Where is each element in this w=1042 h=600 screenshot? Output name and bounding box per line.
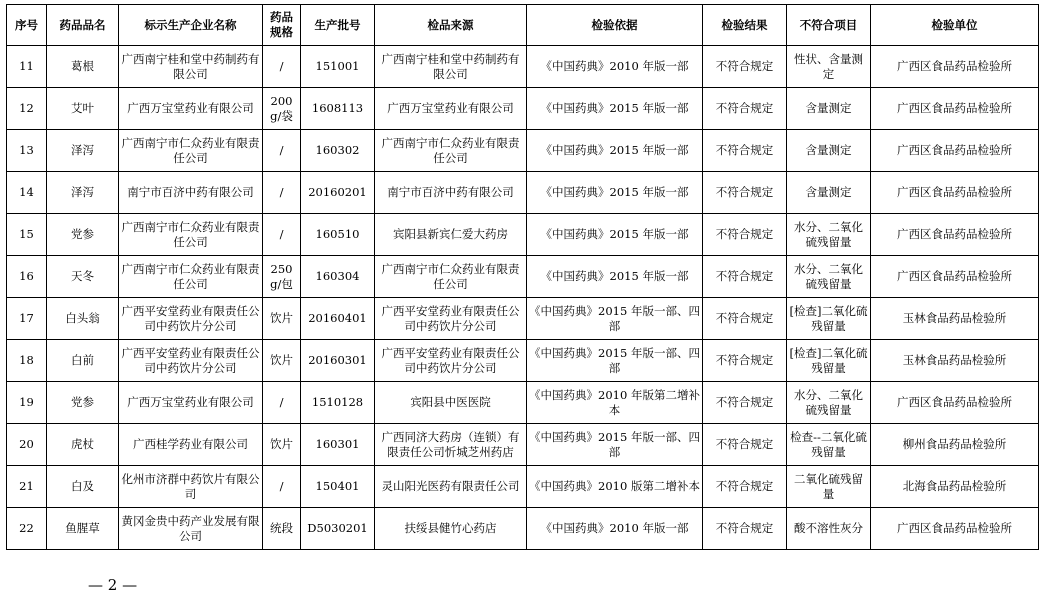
cell-spec: / <box>263 382 301 424</box>
cell-spec: / <box>263 130 301 172</box>
cell-manufacturer: 广西南宁桂和堂中药制药有限公司 <box>119 46 263 88</box>
cell-sample-source: 灵山阳光医药有限责任公司 <box>375 466 527 508</box>
cell-basis: 《中国药典》2015 年版一部 <box>527 130 703 172</box>
cell-batch: 1608113 <box>301 88 375 130</box>
cell-seq: 14 <box>7 172 47 214</box>
cell-nonconforming: [检查]二氧化硫残留量 <box>787 340 871 382</box>
cell-lab: 广西区食品药品检验所 <box>871 382 1039 424</box>
cell-seq: 12 <box>7 88 47 130</box>
cell-lab: 广西区食品药品检验所 <box>871 214 1039 256</box>
inspection-results-table <box>6 4 1039 550</box>
cell-sample-source: 广西同济大药房（连锁）有限责任公司忻城芝州药店 <box>375 424 527 466</box>
cell-result: 不符合规定 <box>703 508 787 550</box>
cell-result: 不符合规定 <box>703 340 787 382</box>
cell-drug-name: 鱼腥草 <box>47 508 119 550</box>
cell-manufacturer: 南宁市百济中药有限公司 <box>119 172 263 214</box>
cell-lab: 北海食品药品检验所 <box>871 466 1039 508</box>
cell-basis: 《中国药典》2015 年版一部 <box>527 256 703 298</box>
header-spec: 药品规格 <box>263 5 301 46</box>
cell-batch: 20160401 <box>301 298 375 340</box>
table-row <box>7 340 1039 382</box>
cell-lab: 广西区食品药品检验所 <box>871 256 1039 298</box>
cell-sample-source: 广西万宝堂药业有限公司 <box>375 88 527 130</box>
cell-basis: 《中国药典》2015 年版一部、四部 <box>527 298 703 340</box>
cell-drug-name: 虎杖 <box>47 424 119 466</box>
cell-result: 不符合规定 <box>703 130 787 172</box>
table-row <box>7 382 1039 424</box>
table-row <box>7 256 1039 298</box>
cell-nonconforming: 二氧化硫残留量 <box>787 466 871 508</box>
cell-result: 不符合规定 <box>703 46 787 88</box>
cell-sample-source: 宾阳县中医医院 <box>375 382 527 424</box>
cell-seq: 20 <box>7 424 47 466</box>
header-basis: 检验依据 <box>527 5 703 46</box>
cell-manufacturer: 广西南宁市仁众药业有限责任公司 <box>119 214 263 256</box>
cell-basis: 《中国药典》2010 年版一部 <box>527 508 703 550</box>
cell-seq: 19 <box>7 382 47 424</box>
header-lab: 检验单位 <box>871 5 1039 46</box>
cell-spec: 250g/包 <box>263 256 301 298</box>
table-row <box>7 130 1039 172</box>
table-body <box>7 46 1039 550</box>
cell-spec: / <box>263 172 301 214</box>
cell-manufacturer: 广西平安堂药业有限责任公司中药饮片分公司 <box>119 340 263 382</box>
cell-seq: 13 <box>7 130 47 172</box>
table-row <box>7 466 1039 508</box>
header-drug-name: 药品品名 <box>47 5 119 46</box>
cell-batch: 150401 <box>301 466 375 508</box>
cell-drug-name: 天冬 <box>47 256 119 298</box>
cell-drug-name: 泽泻 <box>47 130 119 172</box>
cell-lab: 柳州食品药品检验所 <box>871 424 1039 466</box>
table-row <box>7 214 1039 256</box>
cell-drug-name: 党参 <box>47 214 119 256</box>
cell-nonconforming: 酸不溶性灰分 <box>787 508 871 550</box>
header-seq: 序号 <box>7 5 47 46</box>
cell-nonconforming: 含量测定 <box>787 88 871 130</box>
cell-nonconforming: 含量测定 <box>787 172 871 214</box>
cell-seq: 17 <box>7 298 47 340</box>
cell-batch: D5030201 <box>301 508 375 550</box>
cell-sample-source: 广西平安堂药业有限责任公司中药饮片分公司 <box>375 340 527 382</box>
header-nonconforming: 不符合项目 <box>787 5 871 46</box>
cell-result: 不符合规定 <box>703 298 787 340</box>
cell-drug-name: 白前 <box>47 340 119 382</box>
cell-batch: 160304 <box>301 256 375 298</box>
cell-spec: 饮片 <box>263 298 301 340</box>
cell-lab: 广西区食品药品检验所 <box>871 88 1039 130</box>
cell-seq: 16 <box>7 256 47 298</box>
cell-lab: 广西区食品药品检验所 <box>871 508 1039 550</box>
cell-basis: 《中国药典》2010 年版第二增补本 <box>527 382 703 424</box>
cell-manufacturer: 广西南宁市仁众药业有限责任公司 <box>119 130 263 172</box>
cell-nonconforming: 含量测定 <box>787 130 871 172</box>
cell-sample-source: 广西南宁市仁众药业有限责任公司 <box>375 256 527 298</box>
cell-spec: 饮片 <box>263 340 301 382</box>
cell-result: 不符合规定 <box>703 382 787 424</box>
cell-sample-source: 扶绥县健竹心药店 <box>375 508 527 550</box>
header-sample-source: 检品来源 <box>375 5 527 46</box>
cell-spec: 统段 <box>263 508 301 550</box>
cell-manufacturer: 广西万宝堂药业有限公司 <box>119 382 263 424</box>
cell-result: 不符合规定 <box>703 466 787 508</box>
cell-basis: 《中国药典》2010 版第二增补本 <box>527 466 703 508</box>
cell-nonconforming: 水分、二氧化硫残留量 <box>787 214 871 256</box>
cell-drug-name: 泽泻 <box>47 172 119 214</box>
cell-lab: 广西区食品药品检验所 <box>871 130 1039 172</box>
cell-nonconforming: 检查--二氧化硫残留量 <box>787 424 871 466</box>
cell-drug-name: 艾叶 <box>47 88 119 130</box>
table-row <box>7 172 1039 214</box>
cell-nonconforming: 性状、含量测定 <box>787 46 871 88</box>
cell-basis: 《中国药典》2010 年版一部 <box>527 46 703 88</box>
cell-basis: 《中国药典》2015 年版一部 <box>527 172 703 214</box>
cell-result: 不符合规定 <box>703 256 787 298</box>
cell-seq: 15 <box>7 214 47 256</box>
cell-sample-source: 南宁市百济中药有限公司 <box>375 172 527 214</box>
cell-sample-source: 广西平安堂药业有限责任公司中药饮片分公司 <box>375 298 527 340</box>
cell-manufacturer: 广西万宝堂药业有限公司 <box>119 88 263 130</box>
cell-lab: 玉林食品药品检验所 <box>871 298 1039 340</box>
cell-batch: 160301 <box>301 424 375 466</box>
cell-sample-source: 宾阳县新宾仁爱大药房 <box>375 214 527 256</box>
cell-batch: 160510 <box>301 214 375 256</box>
cell-batch: 160302 <box>301 130 375 172</box>
cell-seq: 22 <box>7 508 47 550</box>
cell-spec: 200g/袋 <box>263 88 301 130</box>
cell-basis: 《中国药典》2015 年版一部、四部 <box>527 340 703 382</box>
cell-batch: 20160301 <box>301 340 375 382</box>
table-row <box>7 88 1039 130</box>
table-row <box>7 424 1039 466</box>
cell-result: 不符合规定 <box>703 424 787 466</box>
cell-seq: 11 <box>7 46 47 88</box>
cell-drug-name: 葛根 <box>47 46 119 88</box>
cell-manufacturer: 广西平安堂药业有限责任公司中药饮片分公司 <box>119 298 263 340</box>
header-batch: 生产批号 <box>301 5 375 46</box>
table-row <box>7 298 1039 340</box>
cell-result: 不符合规定 <box>703 172 787 214</box>
cell-sample-source: 广西南宁市仁众药业有限责任公司 <box>375 130 527 172</box>
cell-basis: 《中国药典》2015 年版一部 <box>527 214 703 256</box>
header-result: 检验结果 <box>703 5 787 46</box>
cell-spec: 饮片 <box>263 424 301 466</box>
cell-lab: 玉林食品药品检验所 <box>871 340 1039 382</box>
cell-sample-source: 广西南宁桂和堂中药制药有限公司 <box>375 46 527 88</box>
header-manufacturer: 标示生产企业名称 <box>119 5 263 46</box>
table-row <box>7 46 1039 88</box>
cell-batch: 1510128 <box>301 382 375 424</box>
table-header-row <box>7 5 1039 46</box>
cell-batch: 20160201 <box>301 172 375 214</box>
cell-result: 不符合规定 <box>703 214 787 256</box>
cell-nonconforming: 水分、二氧化硫残留量 <box>787 382 871 424</box>
cell-manufacturer: 广西桂学药业有限公司 <box>119 424 263 466</box>
cell-basis: 《中国药典》2015 年版一部 <box>527 88 703 130</box>
cell-lab: 广西区食品药品检验所 <box>871 46 1039 88</box>
page-number: — 2 — <box>88 576 138 594</box>
cell-result: 不符合规定 <box>703 88 787 130</box>
cell-batch: 151001 <box>301 46 375 88</box>
cell-manufacturer: 广西南宁市仁众药业有限责任公司 <box>119 256 263 298</box>
cell-manufacturer: 黄冈金贵中药产业发展有限公司 <box>119 508 263 550</box>
cell-drug-name: 党参 <box>47 382 119 424</box>
cell-spec: / <box>263 466 301 508</box>
cell-nonconforming: [检查]二氧化硫残留量 <box>787 298 871 340</box>
cell-nonconforming: 水分、二氧化硫残留量 <box>787 256 871 298</box>
cell-basis: 《中国药典》2015 年版一部、四部 <box>527 424 703 466</box>
table-row <box>7 508 1039 550</box>
cell-seq: 18 <box>7 340 47 382</box>
cell-lab: 广西区食品药品检验所 <box>871 172 1039 214</box>
cell-spec: / <box>263 46 301 88</box>
cell-spec: / <box>263 214 301 256</box>
cell-drug-name: 白头翁 <box>47 298 119 340</box>
cell-manufacturer: 化州市济群中药饮片有限公司 <box>119 466 263 508</box>
cell-drug-name: 白及 <box>47 466 119 508</box>
cell-seq: 21 <box>7 466 47 508</box>
